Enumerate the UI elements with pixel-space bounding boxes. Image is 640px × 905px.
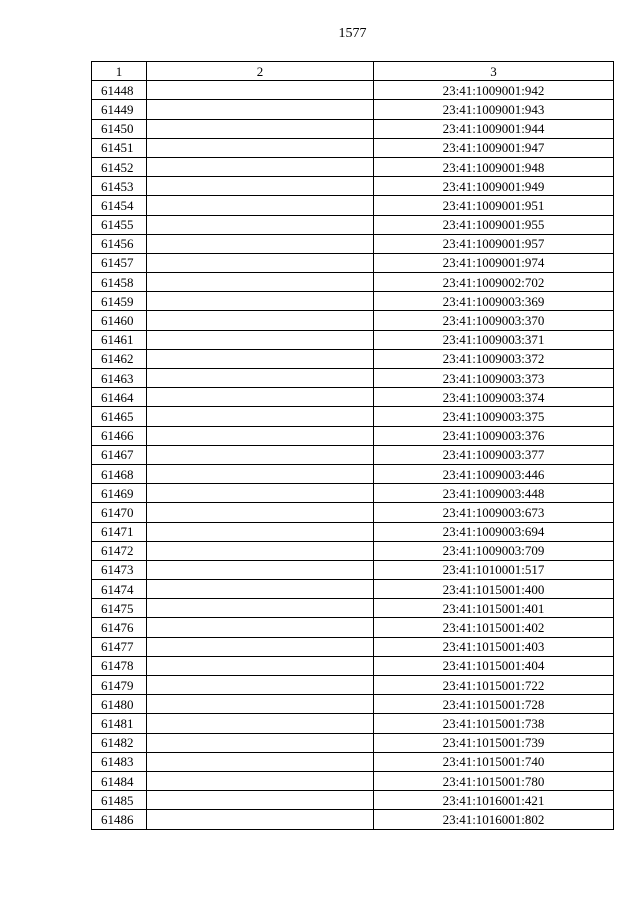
registry-table xyxy=(91,61,614,830)
row-number-cell: 61472 xyxy=(92,541,147,560)
description-cell xyxy=(147,580,374,599)
table-row xyxy=(92,522,614,541)
cadastral-number-cell: 23:41:1009003:376 xyxy=(374,426,614,445)
row-number-cell: 61467 xyxy=(92,445,147,464)
description-cell xyxy=(147,407,374,426)
table-row xyxy=(92,138,614,157)
row-number-cell: 61482 xyxy=(92,733,147,752)
description-cell xyxy=(147,100,374,119)
description-cell xyxy=(147,810,374,829)
cadastral-number-cell: 23:41:1009003:370 xyxy=(374,311,614,330)
cadastral-number-cell: 23:41:1009001:942 xyxy=(374,81,614,100)
table-row xyxy=(92,311,614,330)
row-number-cell: 61448 xyxy=(92,81,147,100)
description-cell xyxy=(147,234,374,253)
table-row xyxy=(92,426,614,445)
description-cell xyxy=(147,445,374,464)
cadastral-number-cell: 23:41:1016001:802 xyxy=(374,810,614,829)
cadastral-number-cell: 23:41:1009003:694 xyxy=(374,522,614,541)
cadastral-number-cell: 23:41:1015001:738 xyxy=(374,714,614,733)
description-cell xyxy=(147,771,374,790)
cadastral-number-cell: 23:41:1009003:374 xyxy=(374,388,614,407)
row-number-cell: 61449 xyxy=(92,100,147,119)
cadastral-number-cell: 23:41:1015001:401 xyxy=(374,599,614,618)
table-row xyxy=(92,407,614,426)
row-number-cell: 61451 xyxy=(92,138,147,157)
cadastral-number-cell: 23:41:1009001:957 xyxy=(374,234,614,253)
row-number-cell: 61457 xyxy=(92,253,147,272)
table-row xyxy=(92,157,614,176)
description-cell xyxy=(147,388,374,407)
row-number-cell: 61452 xyxy=(92,157,147,176)
table-row xyxy=(92,618,614,637)
cadastral-number-cell: 23:41:1015001:739 xyxy=(374,733,614,752)
row-number-cell: 61456 xyxy=(92,234,147,253)
table-row xyxy=(92,215,614,234)
row-number-cell: 61486 xyxy=(92,810,147,829)
table-header xyxy=(92,62,614,81)
cadastral-number-cell: 23:41:1010001:517 xyxy=(374,560,614,579)
table-row xyxy=(92,637,614,656)
cadastral-number-cell: 23:41:1009003:372 xyxy=(374,349,614,368)
cadastral-number-cell: 23:41:1009003:673 xyxy=(374,503,614,522)
row-number-cell: 61470 xyxy=(92,503,147,522)
table-row xyxy=(92,253,614,272)
description-cell xyxy=(147,503,374,522)
row-number-cell: 61464 xyxy=(92,388,147,407)
cadastral-number-cell: 23:41:1009001:951 xyxy=(374,196,614,215)
table-row xyxy=(92,714,614,733)
row-number-cell: 61479 xyxy=(92,676,147,695)
cadastral-number-cell: 23:41:1009001:947 xyxy=(374,138,614,157)
description-cell xyxy=(147,676,374,695)
description-cell xyxy=(147,292,374,311)
cadastral-number-cell: 23:41:1009001:974 xyxy=(374,253,614,272)
description-cell xyxy=(147,618,374,637)
cadastral-number-cell: 23:41:1015001:400 xyxy=(374,580,614,599)
cadastral-number-cell: 23:41:1015001:404 xyxy=(374,656,614,675)
table-row xyxy=(92,464,614,483)
description-cell xyxy=(147,253,374,272)
cadastral-number-cell: 23:41:1009003:371 xyxy=(374,330,614,349)
description-cell xyxy=(147,656,374,675)
description-cell xyxy=(147,637,374,656)
table-row xyxy=(92,388,614,407)
table-row xyxy=(92,599,614,618)
table-row xyxy=(92,656,614,675)
row-number-cell: 61458 xyxy=(92,273,147,292)
row-number-cell: 61480 xyxy=(92,695,147,714)
row-number-cell: 61461 xyxy=(92,330,147,349)
column-header-1: 1 xyxy=(92,62,147,81)
description-cell xyxy=(147,733,374,752)
description-cell xyxy=(147,791,374,810)
description-cell xyxy=(147,695,374,714)
table-row xyxy=(92,541,614,560)
description-cell xyxy=(147,330,374,349)
row-number-cell: 61453 xyxy=(92,177,147,196)
cadastral-number-cell: 23:41:1015001:728 xyxy=(374,695,614,714)
row-number-cell: 61466 xyxy=(92,426,147,445)
row-number-cell: 61450 xyxy=(92,119,147,138)
description-cell xyxy=(147,541,374,560)
description-cell xyxy=(147,349,374,368)
row-number-cell: 61477 xyxy=(92,637,147,656)
table-row xyxy=(92,100,614,119)
row-number-cell: 61481 xyxy=(92,714,147,733)
description-cell xyxy=(147,484,374,503)
table-row xyxy=(92,580,614,599)
cadastral-number-cell: 23:41:1009001:949 xyxy=(374,177,614,196)
cadastral-number-cell: 23:41:1009003:375 xyxy=(374,407,614,426)
cadastral-number-cell: 23:41:1009002:702 xyxy=(374,273,614,292)
row-number-cell: 61469 xyxy=(92,484,147,503)
cadastral-number-cell: 23:41:1009003:448 xyxy=(374,484,614,503)
table-row xyxy=(92,349,614,368)
description-cell xyxy=(147,426,374,445)
description-cell xyxy=(147,752,374,771)
description-cell xyxy=(147,560,374,579)
description-cell xyxy=(147,369,374,388)
table-row xyxy=(92,81,614,100)
description-cell xyxy=(147,196,374,215)
cadastral-number-cell: 23:41:1009003:377 xyxy=(374,445,614,464)
description-cell xyxy=(147,599,374,618)
description-cell xyxy=(147,273,374,292)
cadastral-number-cell: 23:41:1009001:955 xyxy=(374,215,614,234)
table-row xyxy=(92,676,614,695)
table-row xyxy=(92,369,614,388)
row-number-cell: 61454 xyxy=(92,196,147,215)
row-number-cell: 61485 xyxy=(92,791,147,810)
cadastral-number-cell: 23:41:1015001:740 xyxy=(374,752,614,771)
row-number-cell: 61465 xyxy=(92,407,147,426)
row-number-cell: 61476 xyxy=(92,618,147,637)
table-body xyxy=(92,81,614,829)
table-row xyxy=(92,560,614,579)
description-cell xyxy=(147,464,374,483)
row-number-cell: 61483 xyxy=(92,752,147,771)
row-number-cell: 61468 xyxy=(92,464,147,483)
row-number-cell: 61455 xyxy=(92,215,147,234)
column-header-3: 3 xyxy=(374,62,614,81)
cadastral-number-cell: 23:41:1015001:403 xyxy=(374,637,614,656)
description-cell xyxy=(147,311,374,330)
column-header-2: 2 xyxy=(147,62,374,81)
description-cell xyxy=(147,119,374,138)
row-number-cell: 61459 xyxy=(92,292,147,311)
table-row xyxy=(92,791,614,810)
description-cell xyxy=(147,215,374,234)
table-row xyxy=(92,771,614,790)
row-number-cell: 61460 xyxy=(92,311,147,330)
row-number-cell: 61478 xyxy=(92,656,147,675)
header-row xyxy=(92,62,614,81)
table-row xyxy=(92,119,614,138)
cadastral-number-cell: 23:41:1015001:722 xyxy=(374,676,614,695)
page-number: 1577 xyxy=(338,26,367,41)
cadastral-number-cell: 23:41:1009003:446 xyxy=(374,464,614,483)
row-number-cell: 61463 xyxy=(92,369,147,388)
table-row xyxy=(92,733,614,752)
description-cell xyxy=(147,157,374,176)
table-row xyxy=(92,445,614,464)
table-row xyxy=(92,292,614,311)
table-row xyxy=(92,503,614,522)
row-number-cell: 61471 xyxy=(92,522,147,541)
table-row xyxy=(92,810,614,829)
description-cell xyxy=(147,138,374,157)
table-row xyxy=(92,695,614,714)
table-row xyxy=(92,484,614,503)
cadastral-number-cell: 23:41:1009001:943 xyxy=(374,100,614,119)
row-number-cell: 61473 xyxy=(92,560,147,579)
cadastral-number-cell: 23:41:1009001:948 xyxy=(374,157,614,176)
cadastral-number-cell: 23:41:1009003:373 xyxy=(374,369,614,388)
description-cell xyxy=(147,714,374,733)
row-number-cell: 61484 xyxy=(92,771,147,790)
table-row xyxy=(92,196,614,215)
table-row xyxy=(92,330,614,349)
table-row xyxy=(92,234,614,253)
cadastral-number-cell: 23:41:1015001:402 xyxy=(374,618,614,637)
row-number-cell: 61474 xyxy=(92,580,147,599)
table-row xyxy=(92,273,614,292)
description-cell xyxy=(147,177,374,196)
cadastral-number-cell: 23:41:1009003:709 xyxy=(374,541,614,560)
cadastral-number-cell: 23:41:1015001:780 xyxy=(374,771,614,790)
description-cell xyxy=(147,522,374,541)
table-row xyxy=(92,177,614,196)
cadastral-number-cell: 23:41:1009001:944 xyxy=(374,119,614,138)
cadastral-number-cell: 23:41:1016001:421 xyxy=(374,791,614,810)
description-cell xyxy=(147,81,374,100)
table-row xyxy=(92,752,614,771)
row-number-cell: 61462 xyxy=(92,349,147,368)
row-number-cell: 61475 xyxy=(92,599,147,618)
cadastral-number-cell: 23:41:1009003:369 xyxy=(374,292,614,311)
